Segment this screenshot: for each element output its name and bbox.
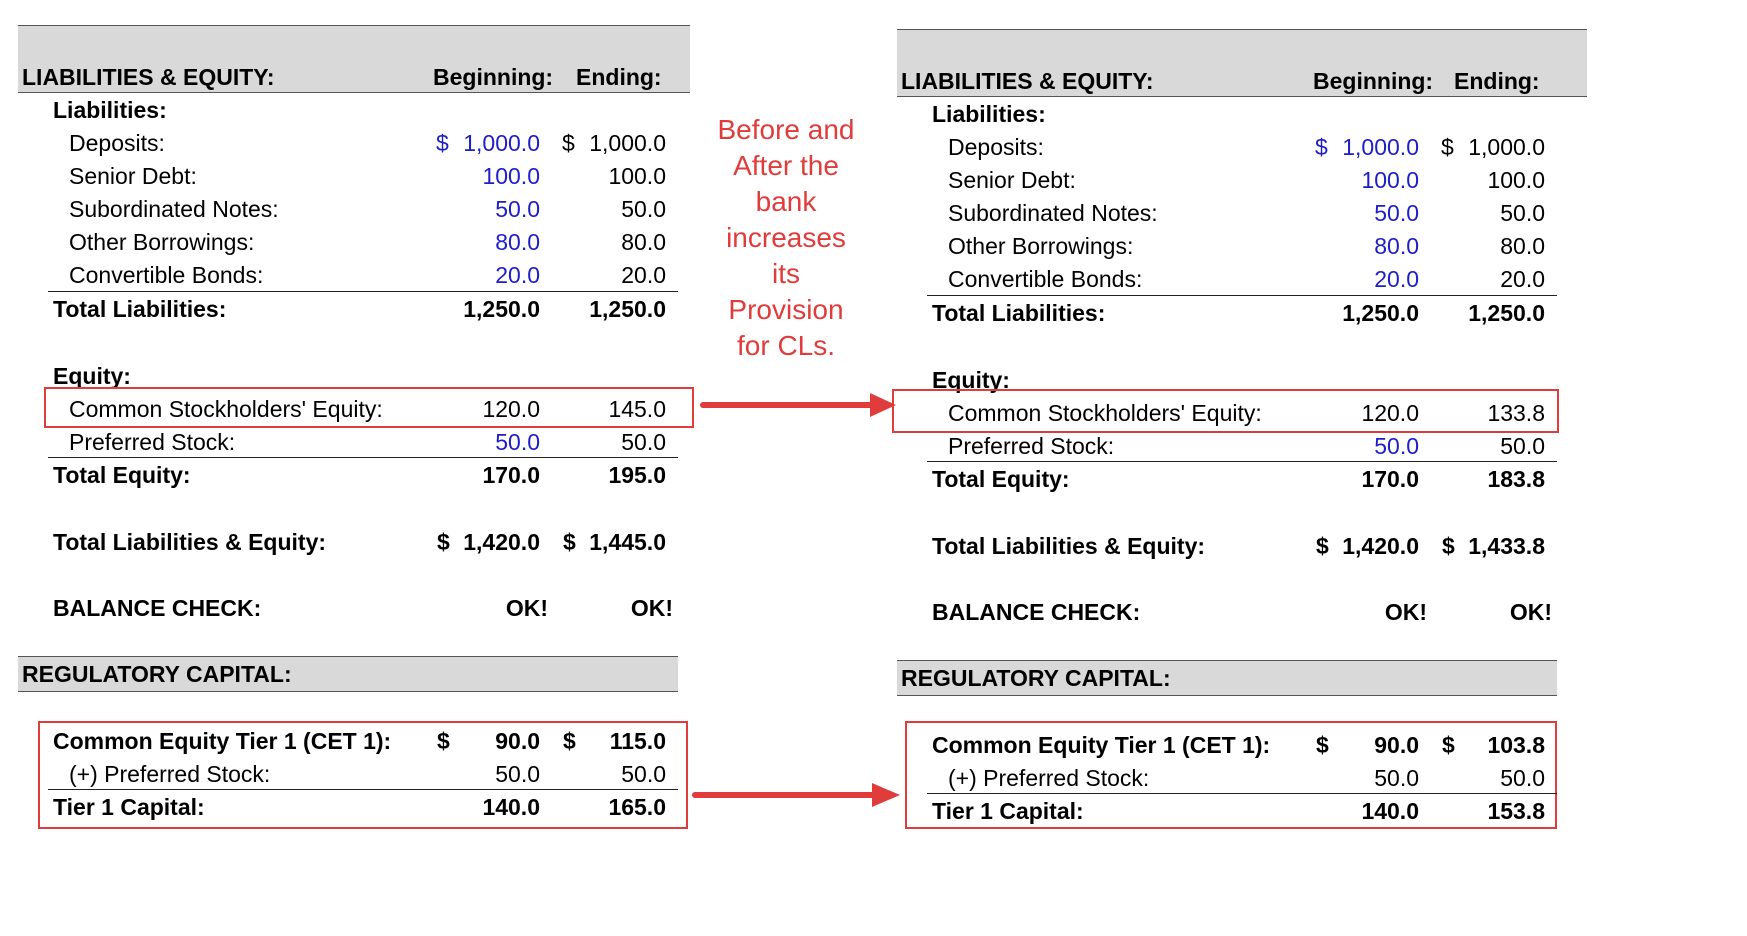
- cet1-begin-dollar: $: [437, 728, 450, 754]
- total-liabilities-end: 1,250.0: [1468, 300, 1545, 326]
- other-borrowings-end: 80.0: [621, 229, 666, 255]
- cet1-end-dollar: $: [1442, 732, 1455, 758]
- capital-arrow: [692, 780, 904, 810]
- senior-debt-end: 100.0: [608, 163, 666, 189]
- tle-label: Total Liabilities & Equity:: [932, 533, 1206, 559]
- deposits-end: 1,000.0: [589, 130, 666, 156]
- common-equity-label: Common Stockholders' Equity:: [948, 400, 1262, 426]
- convertible-bonds-begin: 20.0: [495, 262, 540, 288]
- balance-check-label: BALANCE CHECK:: [53, 595, 262, 621]
- equity-heading: Equity:: [53, 363, 131, 389]
- col-ending-header: Ending:: [1454, 68, 1540, 94]
- other-borrowings-begin: 80.0: [495, 229, 540, 255]
- balance-check-end: OK!: [630, 595, 673, 621]
- subordinated-notes-label: Subordinated Notes:: [948, 200, 1158, 226]
- tle-end-dollar: $: [563, 529, 576, 555]
- senior-debt-label: Senior Debt:: [69, 163, 197, 189]
- balance-check-end: OK!: [1509, 599, 1552, 625]
- subordinated-notes-begin: 50.0: [1374, 200, 1419, 226]
- deposits-end-dollar: $: [562, 130, 575, 156]
- cet1-end: 103.8: [1487, 732, 1545, 758]
- total-equity-rule: [927, 461, 1557, 462]
- preferred-stock-end: 50.0: [621, 429, 666, 455]
- preferred-stock-label: Preferred Stock:: [948, 433, 1115, 459]
- tier1-begin: 140.0: [1361, 798, 1419, 824]
- total-equity-label: Total Equity:: [53, 462, 191, 488]
- total-equity-label: Total Equity:: [932, 466, 1070, 492]
- preferred-stock-begin: 50.0: [495, 429, 540, 455]
- preferred-stock-begin: 50.0: [1374, 433, 1419, 459]
- total-liabilities-rule: [48, 291, 678, 292]
- tier1-end: 153.8: [1487, 798, 1545, 824]
- col-ending-header: Ending:: [576, 64, 662, 90]
- section-title: LIABILITIES & EQUITY:: [22, 64, 275, 90]
- deposits-label: Deposits:: [948, 134, 1044, 160]
- annotation-line: Before and: [717, 114, 855, 145]
- after-panel: [879, 4, 1747, 936]
- tle-begin: 1,420.0: [463, 529, 540, 555]
- reg-preferred-label: (+) Preferred Stock:: [69, 761, 271, 787]
- senior-debt-end: 100.0: [1487, 167, 1545, 193]
- senior-debt-begin: 100.0: [1361, 167, 1419, 193]
- senior-debt-begin: 100.0: [482, 163, 540, 189]
- preferred-stock-end: 50.0: [1500, 433, 1545, 459]
- common-equity-label: Common Stockholders' Equity:: [69, 396, 383, 422]
- tle-begin: 1,420.0: [1342, 533, 1419, 559]
- cet1-begin: 90.0: [1374, 732, 1419, 758]
- tier1-rule: [48, 789, 678, 790]
- convertible-bonds-label: Convertible Bonds:: [948, 266, 1143, 292]
- tle-end-dollar: $: [1442, 533, 1455, 559]
- balance-check-begin: OK!: [505, 595, 548, 621]
- convertible-bonds-label: Convertible Bonds:: [69, 262, 264, 288]
- total-equity-begin: 170.0: [482, 462, 540, 488]
- liabilities-heading: Liabilities:: [53, 97, 167, 123]
- common-equity-end: 145.0: [608, 396, 666, 422]
- senior-debt-label: Senior Debt:: [948, 167, 1076, 193]
- tle-end: 1,445.0: [589, 529, 666, 555]
- cet1-end: 115.0: [609, 728, 666, 754]
- tier1-rule: [927, 793, 1557, 794]
- other-borrowings-begin: 80.0: [1374, 233, 1419, 259]
- cet1-end-dollar: $: [563, 728, 576, 754]
- annotation-note: [706, 112, 866, 364]
- cet1-begin: 90.0: [495, 728, 540, 754]
- deposits-label: Deposits:: [69, 130, 165, 156]
- deposits-begin: 1,000.0: [463, 130, 540, 156]
- section-title: LIABILITIES & EQUITY:: [901, 68, 1154, 94]
- cet1-label: Common Equity Tier 1 (CET 1):: [53, 728, 392, 754]
- balance-check-begin: OK!: [1384, 599, 1427, 625]
- other-borrowings-label: Other Borrowings:: [948, 233, 1134, 259]
- reg-preferred-end: 50.0: [1500, 765, 1545, 791]
- subordinated-notes-label: Subordinated Notes:: [69, 196, 279, 222]
- cet1-label: Common Equity Tier 1 (CET 1):: [932, 732, 1271, 758]
- other-borrowings-label: Other Borrowings:: [69, 229, 255, 255]
- annotation-line: for CLs.: [736, 330, 836, 361]
- convertible-bonds-end: 20.0: [1500, 266, 1545, 292]
- regulatory-title: REGULATORY CAPITAL:: [22, 661, 292, 687]
- annotation-line: increases: [726, 222, 846, 253]
- equity-arrow: [700, 390, 900, 420]
- annotation-line: its: [772, 258, 800, 289]
- total-equity-begin: 170.0: [1361, 466, 1419, 492]
- reg-preferred-begin: 50.0: [1374, 765, 1419, 791]
- total-liabilities-rule: [927, 295, 1557, 296]
- common-equity-end: 133.8: [1487, 400, 1545, 426]
- tle-label: Total Liabilities & Equity:: [53, 529, 327, 555]
- total-equity-rule: [48, 457, 678, 458]
- total-liabilities-label: Total Liabilities:: [53, 296, 227, 322]
- annotation-line: bank: [755, 186, 817, 217]
- deposits-end: 1,000.0: [1468, 134, 1545, 160]
- subordinated-notes-begin: 50.0: [495, 196, 540, 222]
- deposits-end-dollar: $: [1441, 134, 1454, 160]
- liabilities-heading: Liabilities:: [932, 101, 1046, 127]
- equity-heading: Equity:: [932, 367, 1010, 393]
- annotation-line: After the: [733, 150, 839, 181]
- tle-begin-dollar: $: [1316, 533, 1329, 559]
- total-equity-end: 183.8: [1487, 466, 1545, 492]
- total-liabilities-end: 1,250.0: [589, 296, 666, 322]
- common-equity-begin: 120.0: [1361, 400, 1419, 426]
- total-liabilities-label: Total Liabilities:: [932, 300, 1106, 326]
- col-beginning-header: Beginning:: [433, 64, 554, 90]
- tier1-begin: 140.0: [482, 794, 540, 820]
- convertible-bonds-begin: 20.0: [1374, 266, 1419, 292]
- annotation-line: Provision: [728, 294, 844, 325]
- before-panel: [0, 0, 700, 936]
- total-equity-end: 195.0: [608, 462, 666, 488]
- preferred-stock-label: Preferred Stock:: [69, 429, 236, 455]
- reg-preferred-end: 50.0: [621, 761, 666, 787]
- total-liabilities-begin: 1,250.0: [463, 296, 540, 322]
- subordinated-notes-end: 50.0: [621, 196, 666, 222]
- tle-begin-dollar: $: [437, 529, 450, 555]
- tier1-label: Tier 1 Capital:: [932, 798, 1084, 824]
- subordinated-notes-end: 50.0: [1500, 200, 1545, 226]
- total-liabilities-begin: 1,250.0: [1342, 300, 1419, 326]
- regulatory-title: REGULATORY CAPITAL:: [901, 665, 1171, 691]
- reg-preferred-begin: 50.0: [495, 761, 540, 787]
- deposits-begin: 1,000.0: [1342, 134, 1419, 160]
- common-equity-begin: 120.0: [482, 396, 540, 422]
- tier1-end: 165.0: [608, 794, 666, 820]
- cet1-begin-dollar: $: [1316, 732, 1329, 758]
- convertible-bonds-end: 20.0: [621, 262, 666, 288]
- deposits-begin-dollar: $: [436, 130, 449, 156]
- tle-end: 1,433.8: [1468, 533, 1545, 559]
- deposits-begin-dollar: $: [1315, 134, 1328, 160]
- tier1-label: Tier 1 Capital:: [53, 794, 205, 820]
- col-beginning-header: Beginning:: [1313, 68, 1434, 94]
- balance-check-label: BALANCE CHECK:: [932, 599, 1141, 625]
- other-borrowings-end: 80.0: [1500, 233, 1545, 259]
- reg-preferred-label: (+) Preferred Stock:: [948, 765, 1150, 791]
